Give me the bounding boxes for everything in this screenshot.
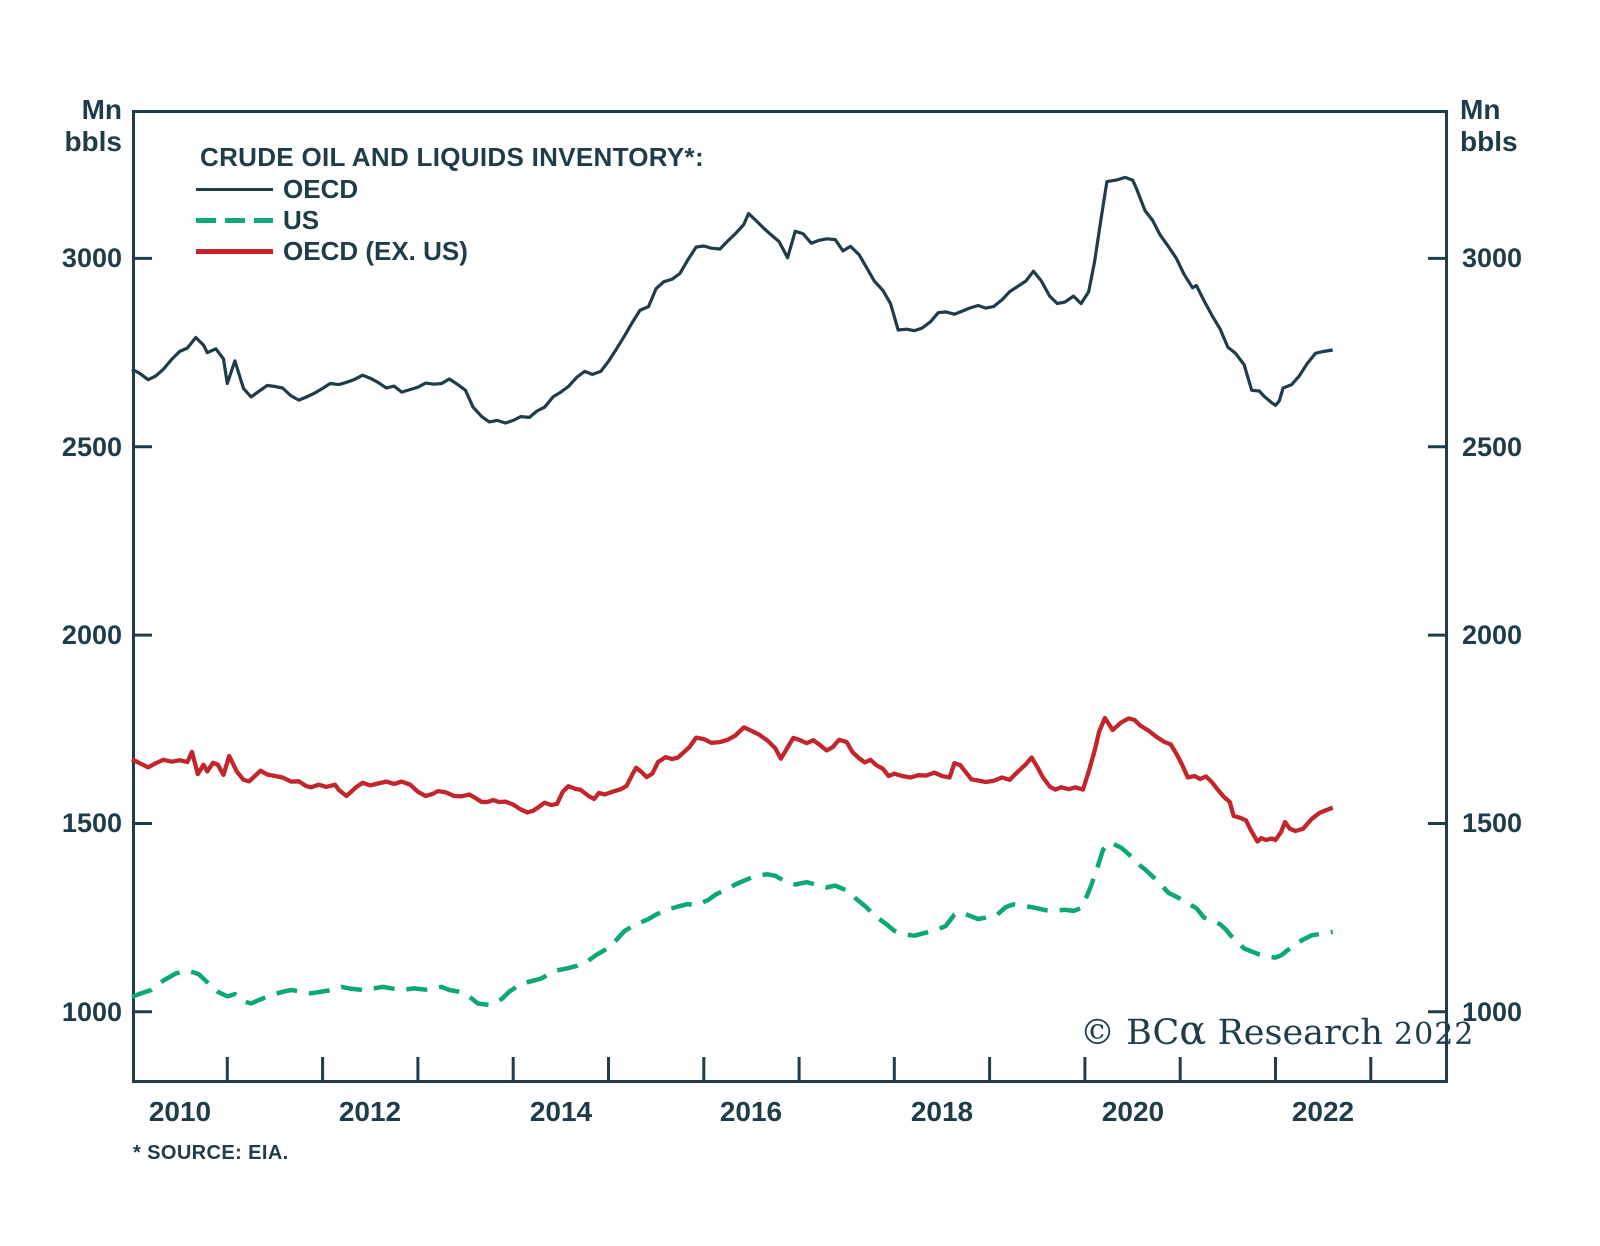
watermark-brand-alpha: α bbox=[1179, 1008, 1207, 1054]
x-axis-label-2022: 2022 bbox=[1291, 1096, 1355, 1127]
source-note: * SOURCE: EIA. bbox=[133, 1142, 289, 1164]
legend-label-oecd: OECD bbox=[283, 174, 359, 204]
y-axis-unit-left-line1: Mn bbox=[81, 94, 122, 125]
y-axis-unit-left-line2: bbls bbox=[64, 126, 122, 157]
series-line-oecd-ex-us bbox=[132, 718, 1333, 842]
y-axis-label-right-1000: 1000 bbox=[1462, 997, 1523, 1027]
bca-research-watermark bbox=[1080, 1008, 1475, 1054]
y-axis-unit-left bbox=[30, 94, 122, 158]
x-axis-label-2016: 2016 bbox=[719, 1096, 783, 1127]
y-axis-unit-right-line2: bbls bbox=[1460, 126, 1518, 157]
legend-label-oecd-ex-us: OECD (EX. US) bbox=[283, 236, 468, 266]
chart-title: CRUDE OIL AND LIQUIDS INVENTORY*: bbox=[200, 142, 704, 172]
y-axis-label-right-3000: 3000 bbox=[1462, 243, 1523, 273]
series-line-us bbox=[132, 843, 1333, 1005]
y-axis-label-right-2500: 2500 bbox=[1462, 432, 1523, 462]
y-axis-label-left-3000: 3000 bbox=[61, 243, 122, 273]
watermark-year: 2022 bbox=[1394, 1017, 1475, 1052]
x-axis-label-2012: 2012 bbox=[338, 1096, 402, 1127]
legend-label-us: US bbox=[283, 205, 320, 235]
oecd-line-swatch-icon bbox=[196, 188, 273, 191]
x-axis-label-2020: 2020 bbox=[1101, 1096, 1165, 1127]
y-axis-label-right-2000: 2000 bbox=[1462, 620, 1523, 650]
y-axis-unit-right bbox=[1460, 94, 1552, 158]
oecd-ex-us-line-swatch-icon bbox=[196, 249, 273, 254]
watermark-brand-bc: BC bbox=[1126, 1013, 1180, 1053]
x-axis-label-2018: 2018 bbox=[910, 1096, 974, 1127]
y-axis-label-right-1500: 1500 bbox=[1462, 808, 1523, 838]
watermark-copyright: © bbox=[1080, 1013, 1127, 1053]
us-dashed-line-swatch-icon bbox=[196, 218, 273, 223]
x-axis-label-2014: 2014 bbox=[529, 1096, 593, 1127]
y-axis-label-left-2000: 2000 bbox=[61, 620, 122, 650]
y-axis-label-left-2500: 2500 bbox=[61, 432, 122, 462]
y-axis-label-left-1000: 1000 bbox=[61, 997, 122, 1027]
y-axis-label-left-1500: 1500 bbox=[61, 808, 122, 838]
y-axis-unit-right-line1: Mn bbox=[1460, 94, 1501, 125]
x-axis-label-2010: 2010 bbox=[148, 1096, 212, 1127]
watermark-word: Research bbox=[1206, 1013, 1395, 1053]
